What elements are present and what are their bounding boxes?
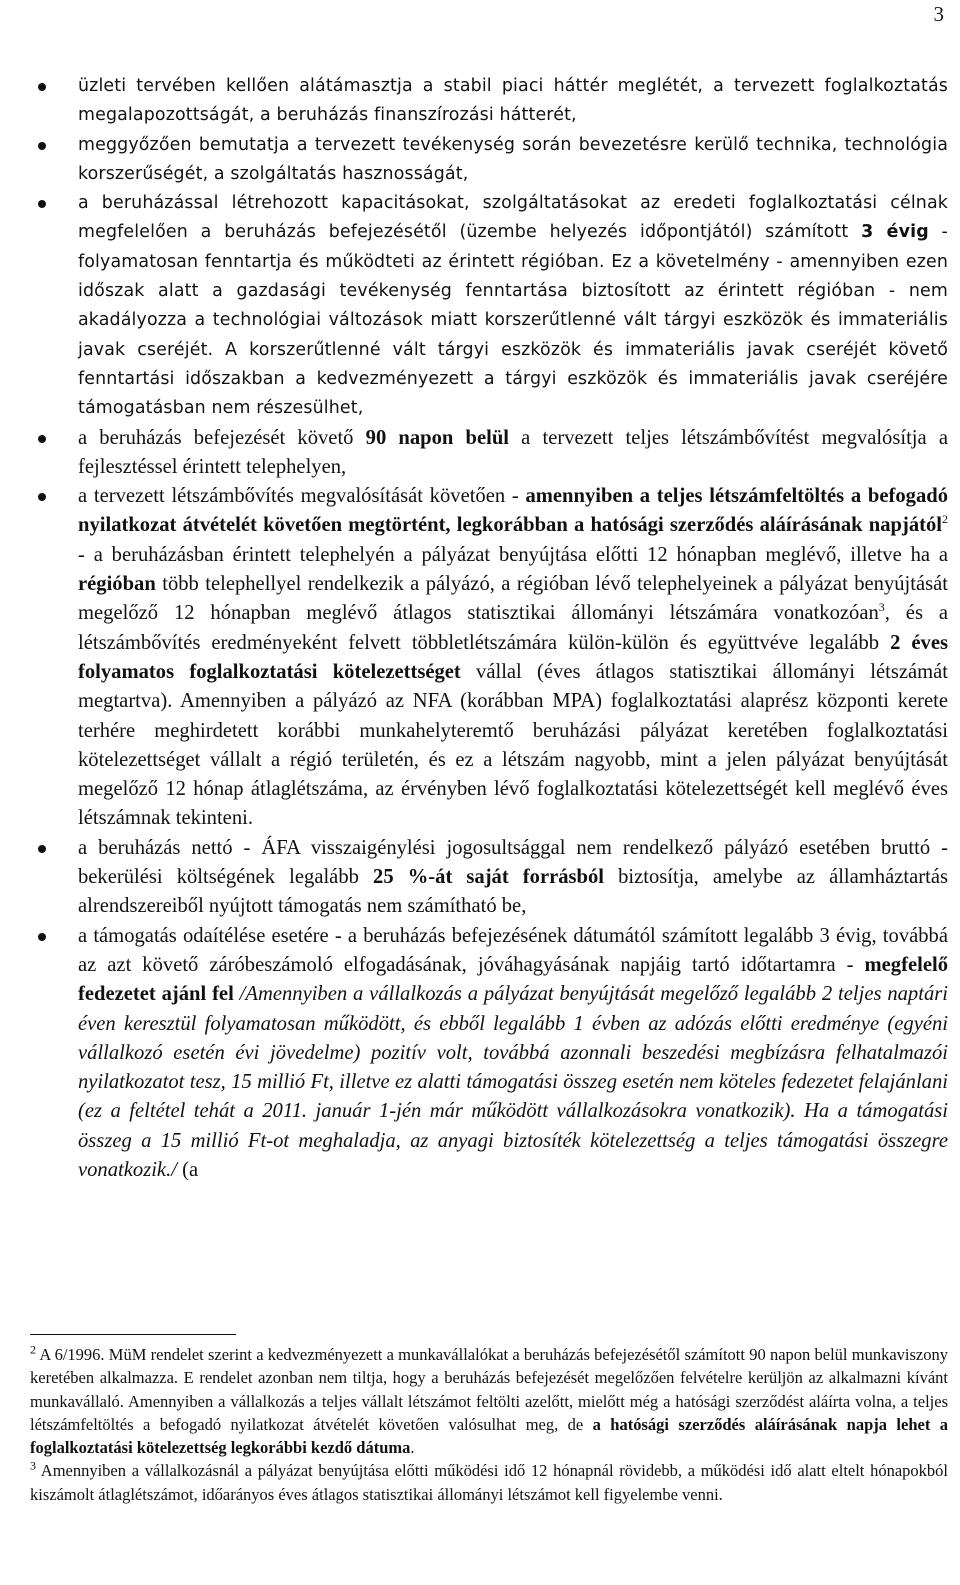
footnote — [30, 1459, 948, 1506]
page-number: 3 — [933, 2, 944, 26]
bullet-item — [30, 424, 948, 483]
text-segment: - folyamatosan fenntartja és működteti az érintett régióban. — [78, 222, 948, 272]
text-segment: (a — [176, 1158, 199, 1181]
footnote-reference: 3 — [878, 600, 885, 615]
text-segment: a tervezett teljes létszámbővítést megvalósítja a fejlesztéssel érintett telephelyen, — [78, 426, 948, 478]
bullet-item — [30, 72, 948, 131]
bullet-dot-icon — [38, 435, 46, 443]
text-segment: a tervezett létszámbővítés megvalósítását követően - — [78, 485, 526, 508]
text-segment: , és a létszámbővítés eredményeként felvett többletlétszámára külön-külön és együttvéve legalább — [78, 602, 948, 654]
bullet-dot-icon — [38, 200, 46, 208]
footnote-reference: 2 — [30, 1342, 36, 1357]
text-segment: üzleti tervében kellően alátámasztja a stabil piaci háttér meglétét, a tervezett foglalkoztatás megalapozottságát, a beruházás finanszírozási hátterét, — [78, 76, 948, 126]
text-segment: a támogatás odaítélése esetére - a beruházás befejezésének dátumától számított legalább 3 évig, továbbá az azt követő záróbeszámoló elfogadásának, jóváhagyásának napjáig tartó időtartamra - — [78, 924, 948, 976]
bullet-item — [30, 922, 948, 1186]
text-segment: Amennyiben a vállalkozásnál a pályázat benyújtása előtti működési idő 12 hónapnál rövidebb, a működési idő alatt eltelt hónapokból kiszámolt átlaglétszámot, időarányos éves átlagos statisztikai állományi létszámot kell figyelembe venni. — [30, 1461, 948, 1504]
text-segment: meggyőzően bemutatja a tervezett tevékenység során bevezetésre kerülő technika, technológia korszerűségét, a szolgáltatás hasznosságát, — [78, 134, 948, 184]
footnote-separator — [30, 1334, 236, 1335]
text-segment: a hatósági szerződés aláírásának napja lehet a foglalkoztatási kötelezettség legkorábbi kezdő dátuma — [30, 1414, 948, 1458]
requirements-bullet-list — [30, 72, 948, 1185]
bullet-item — [30, 189, 948, 423]
text-segment: a beruházás befejezését követő — [78, 426, 366, 449]
bullet-dot-icon — [38, 142, 46, 150]
text-segment: 90 napon belül — [365, 426, 510, 449]
text-segment: Ez a követelmény - amennyiben ezen időszak alatt a gazdasági tevékenység fenntartása biztosított az érintett régióban - nem akadályozza a technológiai változások miatt korszerűtlenné vált tárgyi eszközök és immateriális javak cseréjét. — [78, 251, 948, 360]
bullet-dot-icon — [38, 493, 46, 501]
footnote — [30, 1343, 948, 1459]
bullet-item — [30, 131, 948, 190]
bullet-dot-icon — [38, 933, 46, 941]
text-segment: megfelelő fedezetet ajánl fel — [78, 953, 948, 1006]
text-segment: biztosítja, amelybe az államháztartás alrendszereiből nyújtott támogatás nem számítható be, — [78, 866, 948, 918]
text-segment: . — [410, 1438, 415, 1458]
bullet-dot-icon — [38, 83, 46, 91]
text-segment: 3 évig — [861, 222, 929, 243]
text-segment: - a beruházásban érintett telephelyén a pályázat benyújtása előtti 12 hónapban meglévő, illetve ha a — [78, 543, 948, 566]
footnotes — [30, 1343, 948, 1506]
text-segment: 25 %-át saját forrásból — [373, 866, 605, 889]
footnote-reference: 2 — [942, 512, 948, 527]
bullet-item — [30, 834, 948, 922]
text-segment: régióban — [78, 573, 156, 596]
bullet-item — [30, 482, 948, 834]
text-segment: a beruházással létrehozott kapacitásokat, szolgáltatásokat az eredeti foglalkoztatási célnak megfelelően a beruházás befejezésétől (üzembe helyezés időpontjától) számított — [78, 193, 948, 243]
bullet-dot-icon — [38, 845, 46, 853]
footnote-reference: 3 — [30, 1458, 36, 1473]
text-segment: vállal (éves átlagos statisztikai állományi létszámát megtartva). Amennyiben a pályázó az NFA (korábban MPA) foglalkoztatási alaprész központi kerete terhére meghirdetett korábbi munkahelyteremtő beruházási pályázat keretében foglalkoztatási kötelezettséget vállalt a régió területén, és ez a létszám nagyobb, mint a jelen pályázat benyújtását megelőző 12 hónap átlaglétszáma, az érvényben lévő foglalkoztatási kötelezettségét kell meglévő éves létszámnak tekinteni. — [78, 660, 948, 830]
text-segment: amennyiben a teljes létszámfeltöltés a befogadó nyilatkozat átvételét követően megtörtént, legkorábban a hatósági szerződés aláírásának napjától — [78, 485, 948, 537]
text-segment: több telephellyel rendelkezik a pályázó, a régióban lévő telephelyeinek a pályázat benyújtását megelőző 12 hónapban meglévő átlagos statisztikai állományi létszámára vonatkozóan — [78, 573, 948, 625]
text-segment: a beruházás nettó - ÁFA visszaigénylési jogosultsággal nem rendelkező pályázó esetében bruttó - bekerülési költségének legalább — [78, 836, 948, 889]
text-segment: 2 éves folyamatos foglalkoztatási kötelezettséget — [78, 631, 948, 683]
text-segment: /Amennyiben a vállalkozás a pályázat benyújtását megelőző legalább 2 teljes naptári éven keresztül folyamatosan működött, és ebből legalább 1 évben az adózás előtti eredménye (egyéni vállalkozó esetén évi jövedelme) pozitív volt, továbbá azonnali beszedési megbízásra felhatalmazói nyilatkozatot tesz, 15 millió Ft, illetve ez alatti támogatási összeg esetén nem köteles fedezetet felajánlani (ez a feltétel tehát a 2011. január 1-jén már működött vállalkozásokra vonatkozik). Ha a támogatási összeg a 15 millió Ft-ot meghaladja, az anyagi biztosíték kötelezettség a teljes támogatási összegre vonatkozik./ — [78, 983, 948, 1181]
text-segment: A korszerűtlenné vált tárgyi eszközök és immateriális javak cseréjét követő fenntartási időszakban a kedvezményezett a tárgyi eszközök és immateriális javak cseréjére támogatásban nem részesülhet, — [78, 339, 948, 419]
text-segment: A 6/1996. MüM rendelet szerint a kedvezményezett a munkavállalókat a beruházás befejezésétől számított 90 napon belül munkaviszony keretében alkalmazza. E rendelet azonban nem tiltja, hogy a beruházás befejezését megelőzően felvételre kerüljön az alkalmazni kívánt munkavállaló. Amennyiben a vállalkozás a teljes vállalt létszámot feltölti azelőtt, mielőtt még a hatósági szerződést aláírta volna, a teljes létszámfeltöltés a befogadó nyilatkozat átvételét követően valósulhat meg, de — [30, 1345, 948, 1434]
